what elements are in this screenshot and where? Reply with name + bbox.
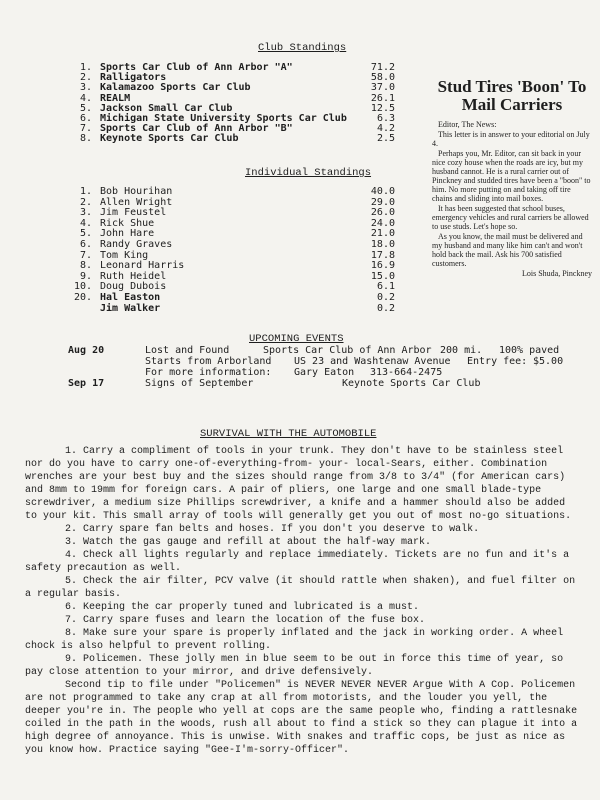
club-standings-row: 8. Keynote Sports Car Club 2.5: [79, 133, 395, 145]
article-paragraph: 1. Carry a compliment of tools in your trunk. They don't have to be stainless steel nor do you have to carry one-of-everything-from- your- local-Sears, either. Combination wrenches are your best buy and the sizes should range from 3/8 to 3/4" (for American cars) and 8mm to 19mm for foreign cars. A pair of pliers, one large and one small blade-type screwdriver, a medium size Phillips screwdriver, a knife and a hammer should also be added to your kit. This small array of tools will generally get you out of most no-go situations.: [25, 446, 572, 522]
club-standings-row: 4. REALM 26.1: [79, 92, 395, 104]
individual-standings-row: 4. Rick Shue 24.0: [79, 217, 395, 229]
club-standings-row: 7. Sports Car Club of Ann Arbor "B" 4.2: [79, 123, 395, 135]
event-date: Sep 17: [68, 378, 105, 389]
individual-standings-row: 20. Hal Easton 0.2: [73, 291, 395, 303]
article-paragraph: 8. Make sure your spare is properly inflated and the jack in working order. A wheel chock is also helpful to prevent rolling.: [25, 628, 564, 652]
club-standings-row: 2. Ralligators 58.0: [79, 72, 395, 84]
article-paragraph: 6. Keeping the car properly tuned and lubricated is a must.: [65, 602, 420, 613]
club-standings-row: 3. Kalamazoo Sports Car Club 37.0: [79, 82, 395, 94]
individual-standings-row: 1. Bob Hourihan 40.0: [79, 186, 395, 197]
event-line: Aug 20 Lost and Found Sports Car Club of Ann Arbor 200 mi. 100% paved: [68, 345, 560, 356]
clipping-paragraph: It has been suggested that school buses, emergency vehicles and rural carriers be allowed to use studs. Let's hope so.: [432, 204, 589, 231]
article-paragraph: 4. Check all lights regularly and replace immediately. Tickets are no fun and it's a safety precaution as well.: [25, 550, 570, 574]
club-standings-title: Club Standings: [258, 42, 347, 54]
individual-standings-row: 10. Doug Dubois 6.1: [73, 281, 395, 293]
clipping-headline: Stud Tires 'Boon' To Mail Carriers: [437, 77, 587, 114]
individual-standings-row: 9. Ruth Heidel 15.0: [79, 270, 395, 282]
clipping-paragraph: As you know, the mail must be delivered and my husband and many like him can't and won't hold back the mail. Ask his 700 satisfied customers.: [432, 232, 583, 268]
clipping-paragraph: Editor, The News:: [438, 120, 497, 129]
article-paragraph: 5. Check the air filter, PCV valve (it should rattle when shaken), and fuel filter on a regular basis.: [25, 576, 576, 600]
clipping-paragraph: This letter is in answer to your editorial on July 4.: [432, 130, 590, 148]
article-paragraph: Second tip to file under "Policemen" is NEVER NEVER NEVER Argue With A Cop. Policemen are not programmed to take any crap at all from motorists, and the louder you yell, the deeper you're in. The people who yell at cops are the same people who, finding a rattlesnake coiled in the path in the woods, rush all about to find a stick so they can plague it into a high degree of annoyance. This is unwise. With snakes and traffic cops, be just as nice as you know how. Practice saying "Gee-I'm-sorry-Officer".: [25, 680, 578, 756]
clipping-paragraph: Perhaps you, Mr. Editor, can sit back in your nice cozy house when the roads are icy, but my husband cannot. He is a rural carrier out of Pinckney and studded tires have been a "boon" to him. No more putting on and taking off tire chains and sliding into mail boxes.: [432, 149, 591, 203]
events-list: [68, 345, 588, 389]
individual-standings-title: Individual Standings: [245, 167, 372, 179]
individual-standings-table: [70, 187, 400, 314]
event-date: Aug 20: [68, 345, 105, 356]
individual-standings-row: 2. Allen Wright 29.0: [79, 196, 395, 208]
article-title: SURVIVAL WITH THE AUTOMOBILE: [200, 428, 377, 440]
individual-standings-row: Jim Walker 0.2: [100, 302, 395, 314]
individual-standings-row: 3. Jim Feustel 26.0: [79, 207, 395, 219]
article-body: [25, 445, 580, 757]
event-line: Starts from Arborland US 23 and Washtenaw Avenue Entry fee: $5.00: [145, 356, 564, 367]
event-line: Sep 17 Signs of September Keynote Sports Car Club: [68, 378, 481, 389]
article-paragraph: 7. Carry spare fuses and learn the location of the fuse box.: [65, 615, 426, 626]
individual-standings-row: 5. John Hare 21.0: [79, 228, 395, 240]
individual-standings-row: 8. Leonard Harris 16.9: [79, 260, 395, 272]
article-paragraph: 2. Carry spare fan belts and hoses. If you don't you deserve to walk.: [65, 524, 480, 535]
article-paragraph: 3. Watch the gas gauge and refill at about the half-way mark.: [65, 537, 432, 548]
article-paragraph: 9. Policemen. These jolly men in blue seem to be out in force this time of year, so pay close attention to your mirror, and drive defensively.: [25, 654, 564, 678]
clipping-signature: Lois Shuda, Pinckney: [522, 269, 592, 278]
events-title: UPCOMING EVENTS: [249, 333, 344, 345]
event-line: For more information: Gary Eaton 313-664-2475: [145, 367, 443, 378]
newspaper-clipping: [432, 78, 592, 298]
club-standings-row: 1. Sports Car Club of Ann Arbor "A" 71.2: [79, 62, 395, 73]
individual-standings-row: 6. Randy Graves 18.0: [79, 238, 395, 250]
club-standings-row: 6. Michigan State University Sports Car Club 6.3: [79, 112, 395, 124]
club-standings-table: [70, 63, 400, 145]
club-standings-row: 5. Jackson Small Car Club 12.5: [79, 102, 395, 114]
clipping-body: [432, 120, 592, 278]
individual-standings-row: 7. Tom King 17.8: [79, 249, 395, 261]
